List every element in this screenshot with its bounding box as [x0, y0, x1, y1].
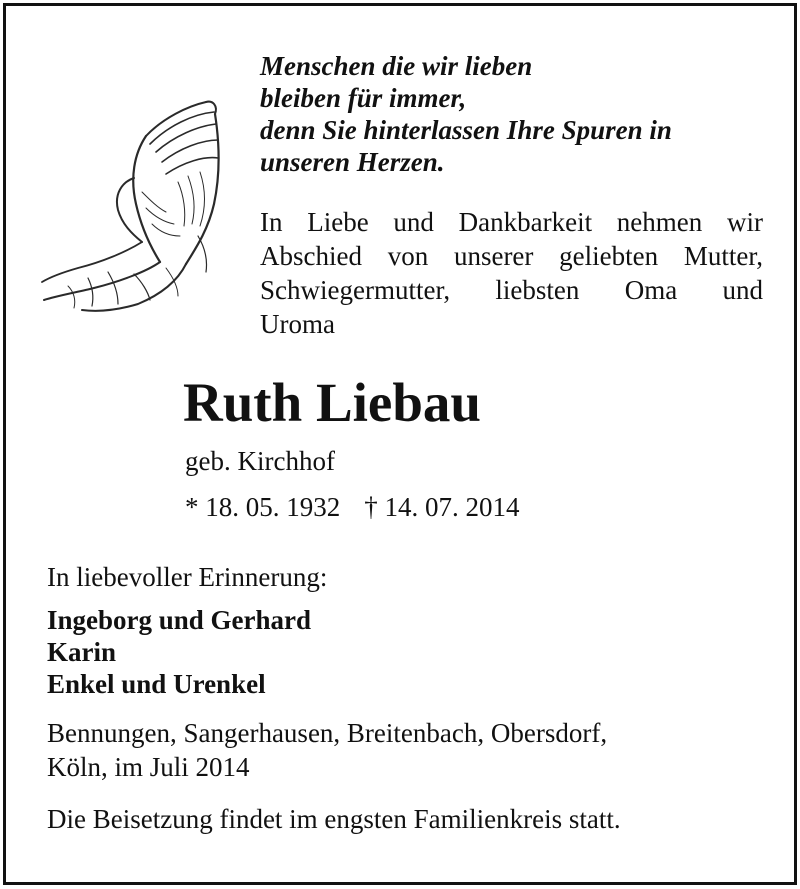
farewell-text	[260, 205, 763, 341]
farewell-line: Schwiegermutter, liebsten Oma und	[260, 275, 763, 305]
places-line: Bennungen, Sangerhausen, Breitenbach, Obersdorf,	[47, 718, 608, 748]
mourners-list	[47, 604, 311, 700]
poem-line: bleiben für immer,	[260, 83, 467, 113]
birth-date: * 18. 05. 1932	[185, 492, 341, 522]
places-line: Köln, im Juli 2014	[47, 752, 250, 782]
poem-verse	[260, 50, 672, 178]
memory-label: In liebevoller Erinnerung:	[47, 562, 328, 592]
death-date: † 14. 07. 2014	[364, 492, 520, 522]
mourner: Enkel und Urenkel	[47, 669, 266, 699]
poem-line: Menschen die wir lieben	[260, 51, 533, 81]
praying-hands-icon	[38, 96, 228, 314]
place-and-date	[47, 716, 607, 784]
farewell-line: In Liebe und Dankbarkeit nehmen wir	[260, 207, 763, 237]
mourner: Ingeborg und Gerhard	[47, 605, 312, 635]
birth-name: geb. Kirchhof	[185, 446, 335, 476]
farewell-line: Uroma	[260, 309, 335, 339]
life-dates	[185, 490, 520, 524]
mourner: Karin	[47, 637, 117, 667]
poem-line: denn Sie hinterlassen Ihre Spuren in	[260, 115, 672, 145]
poem-line: unseren Herzen.	[260, 147, 445, 177]
funeral-note: Die Beisetzung findet im engsten Familienkreis statt.	[47, 804, 621, 834]
deceased-name: Ruth Liebau	[183, 372, 482, 433]
farewell-line: Abschied von unserer geliebten Mutter,	[260, 241, 763, 271]
